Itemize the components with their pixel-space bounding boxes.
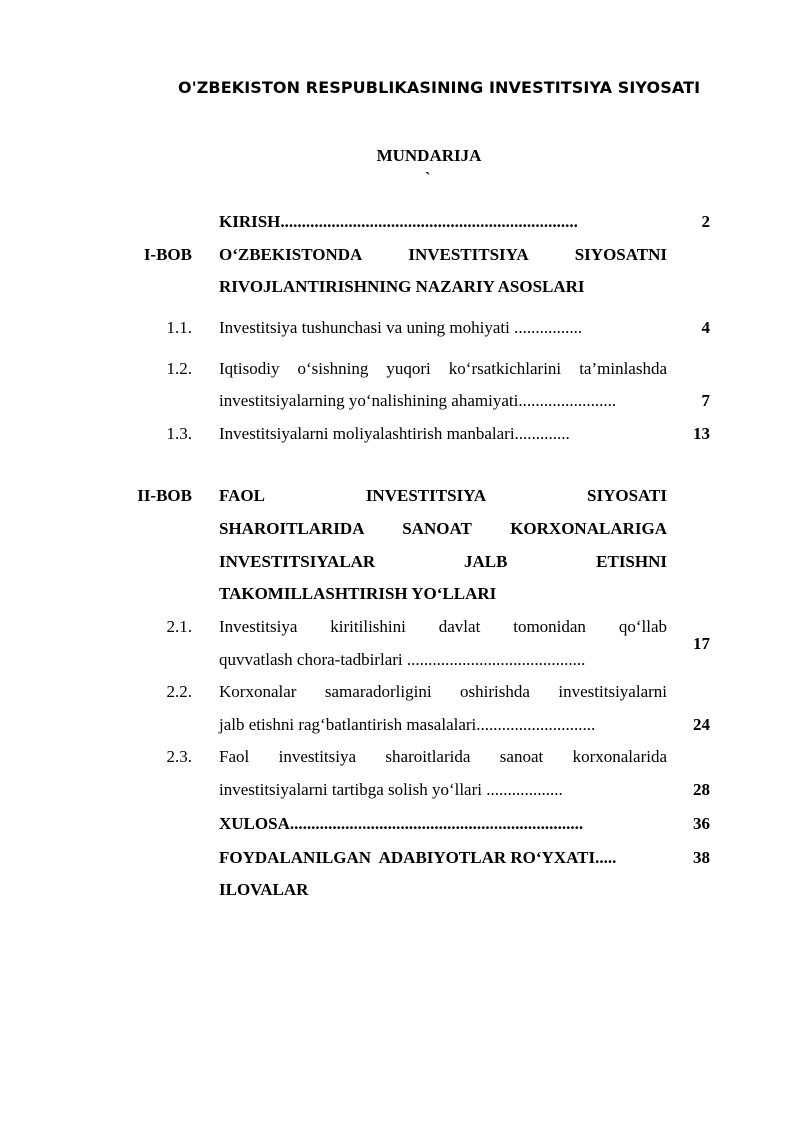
section-1-1-page: 4	[701, 318, 710, 337]
section-2-3-title-line2[interactable]: investitsiyalarni tartibga solish yo‘llari ..................	[219, 780, 563, 799]
chapter-2-title-line1[interactable]: FAOL INVESTITSIYA SIYOSATI	[219, 486, 667, 505]
section-2-2-number: 2.2.	[166, 682, 192, 701]
section-1-2-number: 1.2.	[166, 359, 192, 378]
chapter-2-title-line3[interactable]: INVESTITSIYALAR JALB ETISHNI	[219, 552, 667, 571]
chapter-2-number: II-BOB	[137, 486, 192, 505]
chapter-1-number: I-BOB	[143, 245, 192, 264]
section-1-3-title[interactable]: Investitsiyalarni moliyalashtirish manbalari.............	[219, 424, 570, 443]
toc-references[interactable]: FOYDALANILGAN ADABIYOTLAR RO‘YXATI.....	[219, 848, 617, 867]
section-1-3-number: 1.3.	[166, 424, 192, 443]
section-2-2-page: 24	[693, 715, 710, 734]
chapter-2-title-line4[interactable]: TAKOMILLASHTIRISH YO‘LLARI	[219, 584, 497, 603]
toc-conclusion-page: 36	[693, 814, 710, 833]
section-1-1-number: 1.1.	[166, 318, 192, 337]
section-2-1-title-line1[interactable]: Investitsiya kiritilishini davlat tomonidan qo‘llab	[219, 617, 667, 636]
section-1-3-page: 13	[693, 424, 710, 443]
section-2-2-title-line2[interactable]: jalb etishni rag‘batlantirish masalalari............................	[219, 715, 596, 734]
section-2-3-number: 2.3.	[166, 747, 192, 766]
section-2-1-title-line2[interactable]: quvvatlash chora-tadbirlari ..........................................	[219, 650, 586, 669]
section-1-1-title[interactable]: Investitsiya tushunchasi va uning mohiyati ................	[219, 318, 583, 337]
section-2-1-number: 2.1.	[166, 617, 192, 636]
toc-conclusion[interactable]: XULOSA.....................................................................	[219, 814, 584, 833]
document-title: O'ZBEKISTON RESPUBLIKASINING INVESTITSIYA SIYOSATI	[178, 78, 701, 97]
chapter-2-title-line2[interactable]: SHAROITLARIDA SANOAT KORXONALARIGA	[219, 519, 667, 538]
section-2-1-page: 17	[693, 634, 710, 653]
chapter-1-title-line1[interactable]: O‘ZBEKISTONDA INVESTITSIYA SIYOSATNI	[219, 245, 667, 264]
tick-mark: `	[425, 170, 431, 187]
chapter-1-title-line2[interactable]: RIVOJLANTIRISHNING NAZARIY ASOSLARI	[219, 277, 585, 296]
section-1-2-title-line1[interactable]: Iqtisodiy o‘sishning yuqori ko‘rsatkichlarini ta’minlashda	[219, 359, 667, 378]
toc-heading: MUNDARIJA	[376, 146, 482, 165]
section-1-2-title-line2[interactable]: investitsiyalarning yo‘nalishining ahamiyati.......................	[219, 391, 617, 410]
section-2-3-page: 28	[693, 780, 710, 799]
section-1-2-page: 7	[701, 391, 710, 410]
section-2-3-title-line1[interactable]: Faol investitsiya sharoitlarida sanoat korxonalarida	[219, 747, 667, 766]
toc-intro[interactable]: KIRISH......................................................................	[219, 212, 578, 231]
toc-intro-page: 2	[701, 212, 710, 231]
toc-references-page: 38	[693, 848, 710, 867]
toc-appendices[interactable]: ILOVALAR	[219, 880, 309, 899]
section-2-2-title-line1[interactable]: Korxonalar samaradorligini oshirishda investitsiyalarni	[219, 682, 667, 701]
